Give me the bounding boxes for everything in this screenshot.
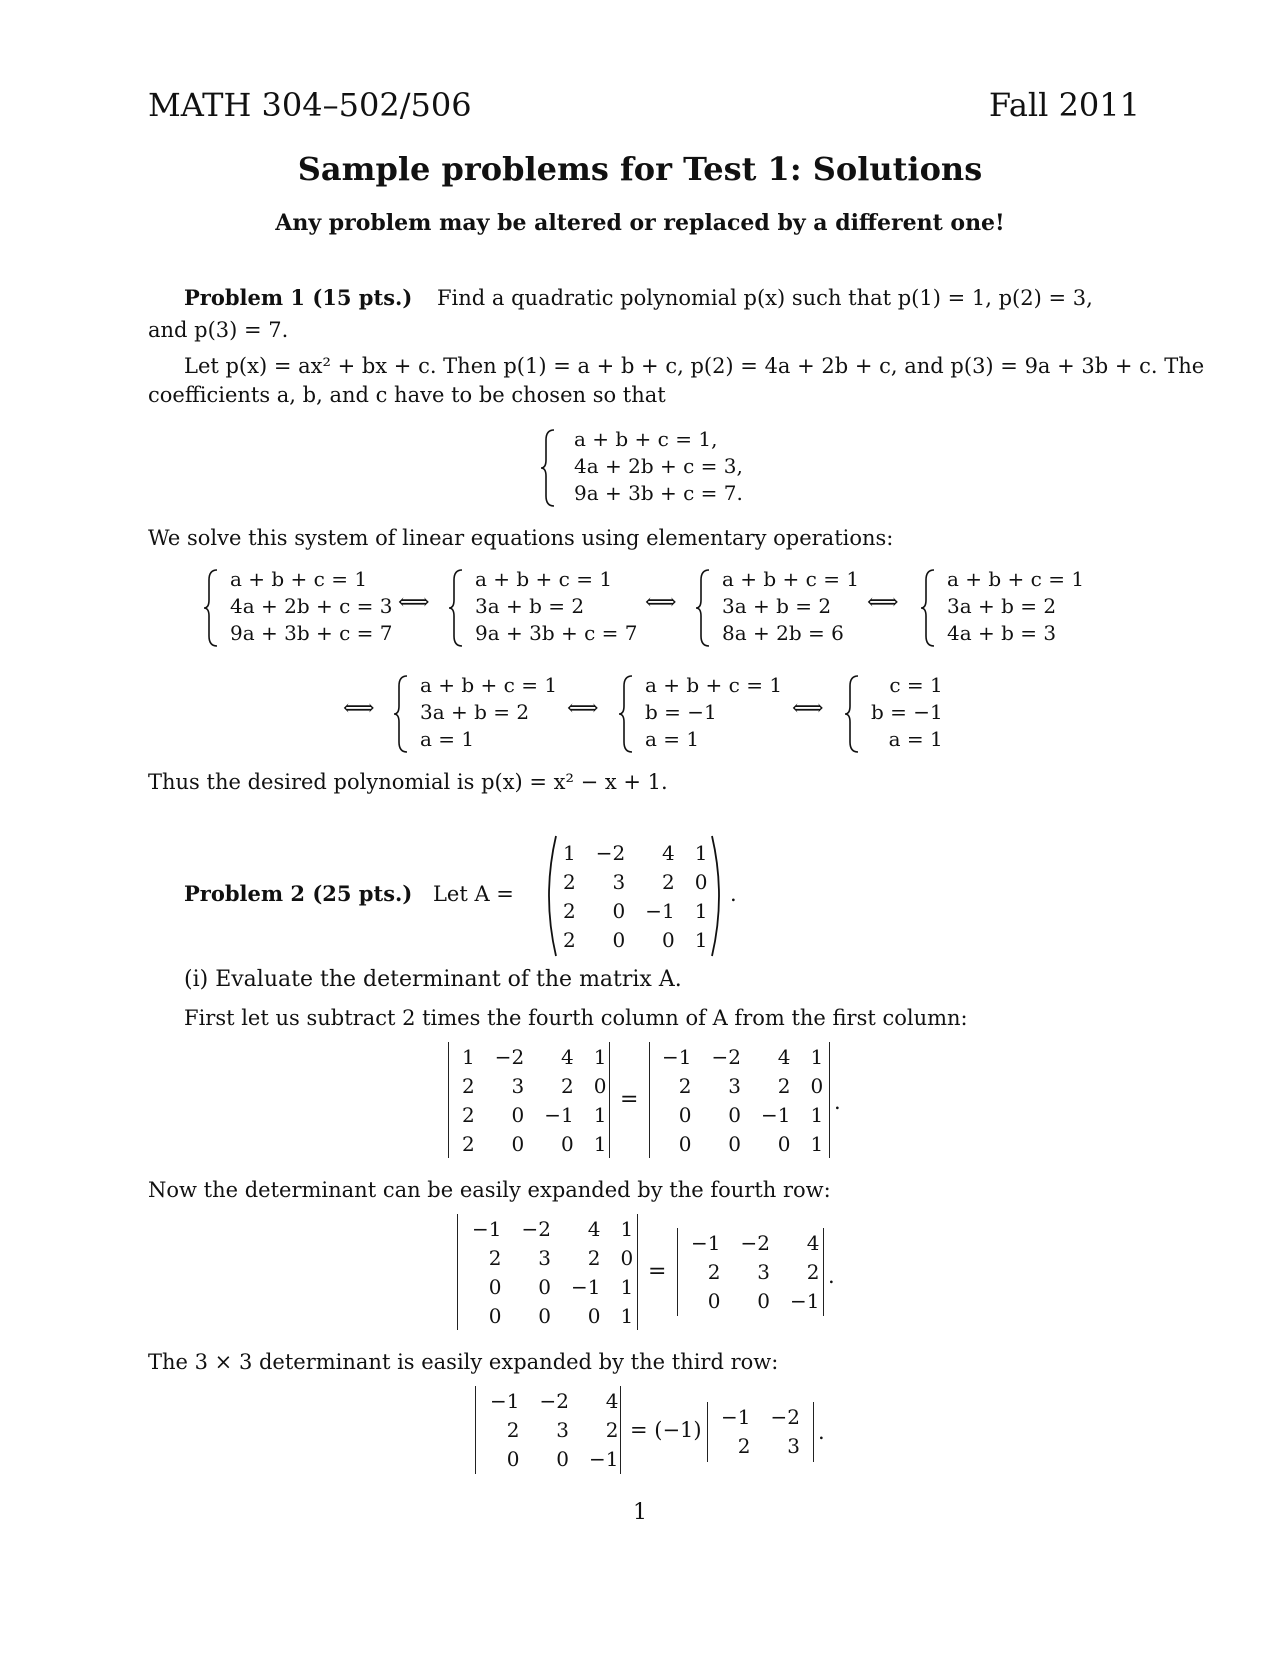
step1-text: First let us subtract 2 times the fourth column of A from the first column: — [184, 1006, 968, 1030]
equation: c = 1 — [889, 673, 943, 697]
equation: a + b + c = 1, — [574, 427, 718, 451]
det-bar — [829, 1042, 830, 1158]
det-bar — [475, 1386, 476, 1474]
term: Fall 2011 — [988, 86, 1140, 124]
det-bar — [457, 1214, 458, 1330]
matrix-cell: 2 — [587, 1245, 601, 1270]
matrix-cell: −2 — [521, 1216, 551, 1241]
matrix-cell: −1 — [691, 1230, 721, 1255]
problem1-statement-line2: and p(3) = 7. — [148, 318, 289, 342]
matrix-cell: 0 — [538, 1274, 551, 1299]
matrix-cell: −1 — [721, 1404, 751, 1429]
equation: a + b + c = 1 — [420, 673, 558, 697]
matrix-cell: 4 — [560, 1044, 574, 1069]
matrix-cell: 1 — [620, 1216, 634, 1241]
equation: 8a + 2b = 6 — [722, 621, 844, 645]
equiv-arrow: ⟺ — [343, 696, 375, 721]
equals-sign: = — [620, 1087, 639, 1112]
det1-left — [452, 1042, 616, 1158]
equation: 3a + b = 2 — [722, 594, 832, 618]
matrix-cell: 0 — [506, 1446, 520, 1471]
matrix-cell: 2 — [737, 1433, 751, 1458]
matrix-cell: 0 — [661, 927, 675, 952]
matrix-cell: −2 — [740, 1230, 770, 1255]
matrix-cell: 1 — [810, 1131, 824, 1156]
det3-right — [711, 1402, 810, 1460]
equation: a + b + c = 1 — [475, 567, 613, 591]
matrix-cell: 4 — [806, 1230, 820, 1255]
equation: 3a + b = 2 — [947, 594, 1057, 618]
matrix-cell: 3 — [787, 1433, 800, 1458]
matrix-cell: 2 — [563, 927, 576, 952]
matrix-cell: −1 — [588, 1446, 619, 1471]
step-system — [722, 566, 859, 647]
problem2-intro — [184, 880, 514, 908]
matrix-cell: 1 — [620, 1303, 634, 1328]
problem1-setup-line2: coefficients a, b, and c have to be chosen so that — [148, 383, 666, 407]
det-bar — [649, 1042, 650, 1158]
left-brace — [844, 674, 864, 754]
equation: a = 1 — [888, 727, 943, 751]
period: . — [730, 882, 737, 906]
det-bar — [707, 1402, 708, 1462]
equation: 3a + b = 2 — [420, 700, 530, 724]
matrix-cell: 1 — [593, 1131, 607, 1156]
matrix-cell: −2 — [494, 1044, 525, 1069]
matrix-cell: −1 — [570, 1274, 601, 1299]
factor: = (−1) — [630, 1418, 702, 1442]
left-brace — [618, 674, 638, 754]
problem1-conclusion: Thus the desired polynomial is p(x) = x² − x + 1. — [148, 770, 668, 794]
matrix-cell: −2 — [595, 840, 626, 865]
matrix-cell: 0 — [593, 1073, 607, 1098]
left-brace — [203, 568, 223, 648]
matrix-cell: 4 — [605, 1388, 619, 1413]
det3-left — [480, 1386, 628, 1473]
matrix-cell: −1 — [645, 898, 675, 923]
problem1-setup-line1: Let p(x) = ax² + bx + c. Then p(1) = a + b + c, p(2) = 4a + 2b + c, and p(3) = 9a + 3b + c. The — [184, 354, 1205, 378]
matrix-cell: 3 — [538, 1245, 551, 1270]
matrix-cell: 0 — [777, 1131, 791, 1156]
matrix-cell: 3 — [612, 869, 626, 894]
matrix-cell: 2 — [678, 1073, 692, 1098]
matrix-cell: 1 — [620, 1274, 634, 1299]
right-paren — [710, 834, 728, 958]
equation: b = −1 — [871, 700, 943, 724]
step2-text: Now the determinant can be easily expanded by the fourth row: — [148, 1178, 831, 1202]
matrix-cell: 0 — [620, 1245, 634, 1270]
problem1-system — [574, 426, 743, 507]
det2-left — [462, 1214, 643, 1330]
page-number: 1 — [633, 1500, 647, 1525]
matrix-cell: 2 — [462, 1102, 475, 1127]
matrix-cell: 2 — [563, 869, 576, 894]
matrix-cell: 0 — [678, 1102, 692, 1127]
equiv-arrow: ⟺ — [792, 696, 824, 721]
matrix-cell: 0 — [560, 1131, 574, 1156]
matrix-cell: 0 — [587, 1303, 601, 1328]
matrix-cell: 0 — [707, 1288, 721, 1313]
part-i: (i) Evaluate the determinant of the matrix A. — [184, 967, 682, 992]
matrix-cell: 1 — [810, 1102, 824, 1127]
problem1-statement-line1: Find a quadratic polynomial p(x) such that p(1) = 1, p(2) = 3, — [436, 286, 1093, 310]
matrix-cell: 2 — [707, 1259, 721, 1284]
subtitle: Any problem may be altered or replaced by a different one! — [275, 210, 1005, 236]
matrix-cell: 0 — [612, 898, 626, 923]
det-bar — [620, 1386, 621, 1474]
problem2-label: Problem 2 (25 pts.) — [184, 881, 413, 906]
det2-right — [681, 1228, 829, 1315]
matrix-cell: 1 — [563, 840, 576, 865]
matrix-cell: 2 — [563, 898, 576, 923]
equation: 3a + b = 2 — [475, 594, 585, 618]
matrix-cell: −2 — [770, 1404, 800, 1429]
period: . — [828, 1264, 835, 1288]
equation: 9a + 3b + c = 7 — [475, 621, 638, 645]
matrix-cell: −1 — [544, 1102, 574, 1127]
matrix-cell: 2 — [806, 1259, 820, 1284]
left-brace — [920, 568, 940, 648]
left-brace — [540, 428, 560, 508]
equation: a + b + c = 1 — [230, 567, 368, 591]
matrix-cell: 0 — [488, 1274, 502, 1299]
let-a-text: Let A = — [432, 882, 514, 906]
matrix-cell: 4 — [777, 1044, 791, 1069]
equation: a + b + c = 1 — [947, 567, 1085, 591]
equation: 4a + b = 3 — [947, 621, 1057, 645]
matrix-cell: 3 — [556, 1417, 569, 1442]
matrix-cell: 2 — [488, 1245, 502, 1270]
matrix-cell: 1 — [593, 1044, 607, 1069]
step-system — [475, 566, 638, 647]
step3-text: The 3 × 3 determinant is easily expanded by the third row: — [148, 1350, 779, 1374]
matrix-cell: 3 — [511, 1073, 525, 1098]
matrix-cell: 2 — [506, 1417, 520, 1442]
matrix-cell: 0 — [728, 1131, 741, 1156]
left-brace — [695, 568, 715, 648]
matrix-cell: −2 — [539, 1388, 569, 1413]
page-title: Sample problems for Test 1: Solutions — [297, 150, 983, 188]
matrix-cell: 0 — [678, 1131, 692, 1156]
equation: a + b + c = 1 — [645, 673, 783, 697]
det1-right — [652, 1042, 833, 1158]
matrix-cell: 4 — [661, 840, 675, 865]
step-system — [230, 566, 393, 647]
matrix-cell: −1 — [472, 1216, 502, 1241]
equals-sign: = — [648, 1259, 667, 1284]
step-system — [871, 672, 943, 753]
matrix-cell: 4 — [587, 1216, 601, 1241]
matrix-cell: 2 — [462, 1131, 475, 1156]
matrix-cell: 2 — [661, 869, 675, 894]
matrix-cell: 3 — [757, 1259, 770, 1284]
matrix-cell: 0 — [556, 1446, 569, 1471]
det-bar — [813, 1402, 814, 1462]
matrix-cell: 1 — [694, 898, 708, 923]
det-bar — [609, 1042, 610, 1158]
period: . — [818, 1420, 825, 1444]
problem1-statement — [148, 284, 1138, 312]
matrix-cell: 0 — [612, 927, 626, 952]
matrix-a — [553, 838, 717, 954]
equation: 9a + 3b + c = 7. — [574, 481, 743, 505]
matrix-cell: 0 — [810, 1073, 824, 1098]
problem1-label: Problem 1 (15 pts.) — [184, 285, 413, 310]
matrix-cell: 3 — [728, 1073, 741, 1098]
equation: 4a + 2b + c = 3, — [574, 454, 743, 478]
matrix-cell: 1 — [593, 1102, 607, 1127]
matrix-cell: 0 — [511, 1131, 525, 1156]
det-bar — [637, 1214, 638, 1330]
matrix-cell: 1 — [694, 840, 708, 865]
matrix-cell: 1 — [810, 1044, 824, 1069]
equation: 9a + 3b + c = 7 — [230, 621, 393, 645]
step-system — [645, 672, 782, 753]
equiv-arrow: ⟺ — [867, 590, 899, 615]
matrix-cell: 2 — [560, 1073, 574, 1098]
matrix-cell: 0 — [757, 1288, 770, 1313]
det-bar — [677, 1228, 678, 1316]
left-brace — [448, 568, 468, 648]
matrix-cell: 0 — [728, 1102, 741, 1127]
equiv-arrow: ⟺ — [567, 696, 599, 721]
step-system — [947, 566, 1084, 647]
equation: 4a + 2b + c = 3 — [230, 594, 393, 618]
matrix-cell: −1 — [789, 1288, 820, 1313]
equation: b = −1 — [645, 700, 717, 724]
matrix-cell: −2 — [711, 1044, 741, 1069]
matrix-cell: 2 — [777, 1073, 791, 1098]
solve-intro: We solve this system of linear equations using elementary operations: — [148, 526, 894, 550]
matrix-cell: 0 — [694, 869, 708, 894]
det-bar — [448, 1042, 449, 1158]
matrix-cell: 1 — [462, 1044, 475, 1069]
matrix-cell: 1 — [694, 927, 708, 952]
matrix-cell: 2 — [605, 1417, 619, 1442]
matrix-cell: −1 — [662, 1044, 692, 1069]
det-bar — [823, 1228, 824, 1316]
matrix-cell: 0 — [538, 1303, 551, 1328]
period: . — [834, 1090, 841, 1114]
matrix-cell: 2 — [462, 1073, 475, 1098]
matrix-cell: 0 — [511, 1102, 525, 1127]
matrix-cell: −1 — [760, 1102, 791, 1127]
matrix-cell: −1 — [490, 1388, 520, 1413]
course-title: MATH 304–502/506 — [148, 86, 472, 124]
left-brace — [393, 674, 413, 754]
matrix-cell: 0 — [488, 1303, 502, 1328]
equiv-arrow: ⟺ — [398, 590, 430, 615]
equiv-arrow: ⟺ — [645, 590, 677, 615]
equation: a = 1 — [420, 727, 475, 751]
step-system — [420, 672, 557, 753]
equation: a + b + c = 1 — [722, 567, 860, 591]
equation: a = 1 — [645, 727, 700, 751]
